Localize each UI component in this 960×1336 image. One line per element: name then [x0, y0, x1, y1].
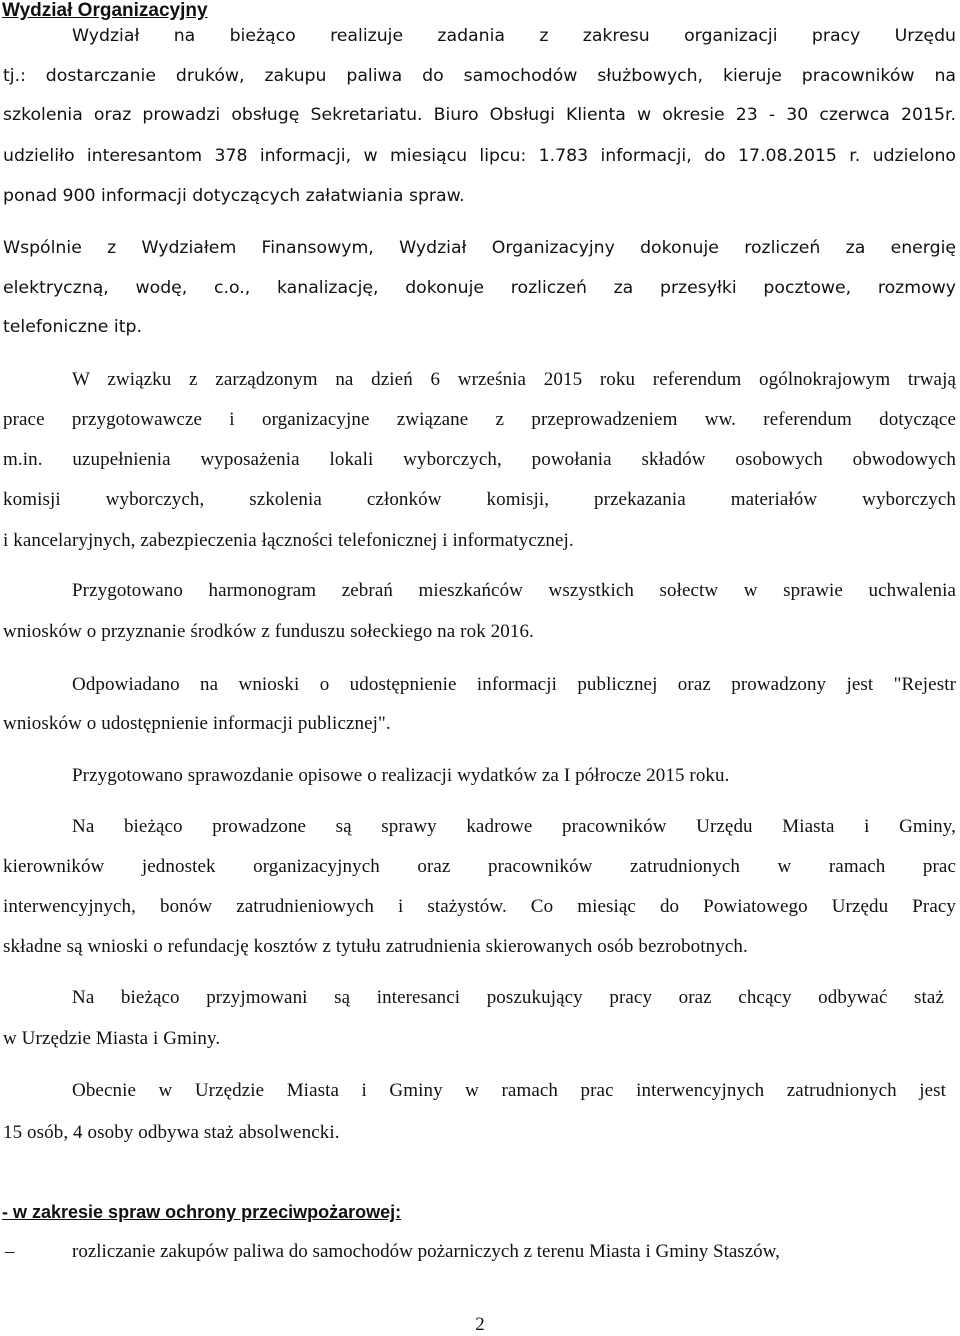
paragraph-7-line-3: interwencyjnych, bonów zatrudnieniowych i stażystów. Co miesiąc do Powiatowego Urzędu Pracy [3, 896, 956, 917]
paragraph-8-line-1: Na bieżąco przyjmowani są interesanci poszukujący pracy oraz chcący odbywać staż [72, 987, 944, 1008]
paragraph-2-line-1: Wspólnie z Wydziałem Finansowym, Wydział Organizacyjny dokonuje rozliczeń za energię [3, 238, 956, 258]
page-number: 2 [475, 1314, 485, 1335]
paragraph-6-line-1: Przygotowano sprawozdanie opisowe o realizacji wydatków za I półrocze 2015 roku. [72, 765, 730, 786]
paragraph-7-line-2: kierowników jednostek organizacyjnych oraz pracowników zatrudnionych w ramach prac [3, 856, 956, 877]
paragraph-2-line-2: elektryczną, wodę, c.o., kanalizację, dokonuje rozliczeń za przesyłki pocztowe, rozmowy [3, 278, 956, 298]
paragraph-3-line-1: W związku z zarządzonym na dzień 6 września 2015 roku referendum ogólnokrajowym trwają [72, 369, 956, 390]
paragraph-7-line-4: składne są wnioski o refundację kosztów z tytułu zatrudnienia skierowanych osób bezrobotnych. [3, 936, 748, 957]
paragraph-2-line-3: telefoniczne itp. [3, 317, 142, 337]
paragraph-9-line-1: Obecnie w Urzędzie Miasta i Gminy w ramach prac interwencyjnych zatrudnionych jest [72, 1080, 946, 1101]
paragraph-1-line-5: ponad 900 informacji dotyczących załatwiania spraw. [3, 186, 465, 206]
paragraph-5-line-1: Odpowiadano na wnioski o udostępnienie informacji publicznej oraz prowadzony jest "Rejestr [72, 674, 956, 695]
paragraph-8-line-2: w Urzędzie Miasta i Gminy. [3, 1028, 221, 1049]
paragraph-1-line-2: tj.: dostarczanie druków, zakupu paliwa do samochodów służbowych, kieruje pracowników na [3, 66, 956, 86]
bullet-dash: – [5, 1241, 15, 1262]
paragraph-9-line-2: 15 osób, 4 osoby odbywa staż absolwencki. [3, 1122, 340, 1143]
subsection-title: - w zakresie spraw ochrony przeciwpożarowej: [2, 1202, 402, 1222]
paragraph-5-line-2: wniosków o udostępnienie informacji publicznej". [3, 713, 391, 734]
paragraph-1-line-3: szkolenia oraz prowadzi obsługę Sekretariatu. Biuro Obsługi Klienta w okresie 23 - 30 czerwca 2015r. [3, 105, 956, 125]
paragraph-7-line-1: Na bieżąco prowadzone są sprawy kadrowe pracowników Urzędu Miasta i Gminy, [72, 816, 956, 837]
paragraph-3-line-5: i kancelaryjnych, zabezpieczenia łączności telefonicznej i informatycznej. [3, 530, 574, 551]
paragraph-4-line-2: wniosków o przyznanie środków z funduszu sołeckiego na rok 2016. [3, 621, 534, 642]
bullet-item [0, 1240, 956, 1266]
paragraph-1-line-1: Wydział na bieżąco realizuje zadania z zakresu organizacji pracy Urzędu [72, 26, 956, 46]
bullet-text: rozliczanie zakupów paliwa do samochodów pożarniczych z terenu Miasta i Gminy Staszów, [72, 1241, 780, 1262]
section-title: Wydział Organizacyjny [2, 0, 208, 21]
paragraph-3-line-2: prace przygotowawcze i organizacyjne związane z przeprowadzeniem ww. referendum dotyczące [3, 409, 956, 430]
paragraph-4-line-1: Przygotowano harmonogram zebrań mieszkańców wszystkich sołectw w sprawie uchwalenia [72, 580, 956, 601]
paragraph-1-line-4: udzieliło interesantom 378 informacji, w miesiącu lipcu: 1.783 informacji, do 17.08.2015 r. udzielono [3, 146, 956, 166]
paragraph-3-line-3: m.in. uzupełnienia wyposażenia lokali wyborczych, powołania składów osobowych obwodowych [3, 449, 956, 470]
paragraph-3-line-4: komisji wyborczych, szkolenia członków komisji, przekazania materiałów wyborczych [3, 489, 956, 510]
